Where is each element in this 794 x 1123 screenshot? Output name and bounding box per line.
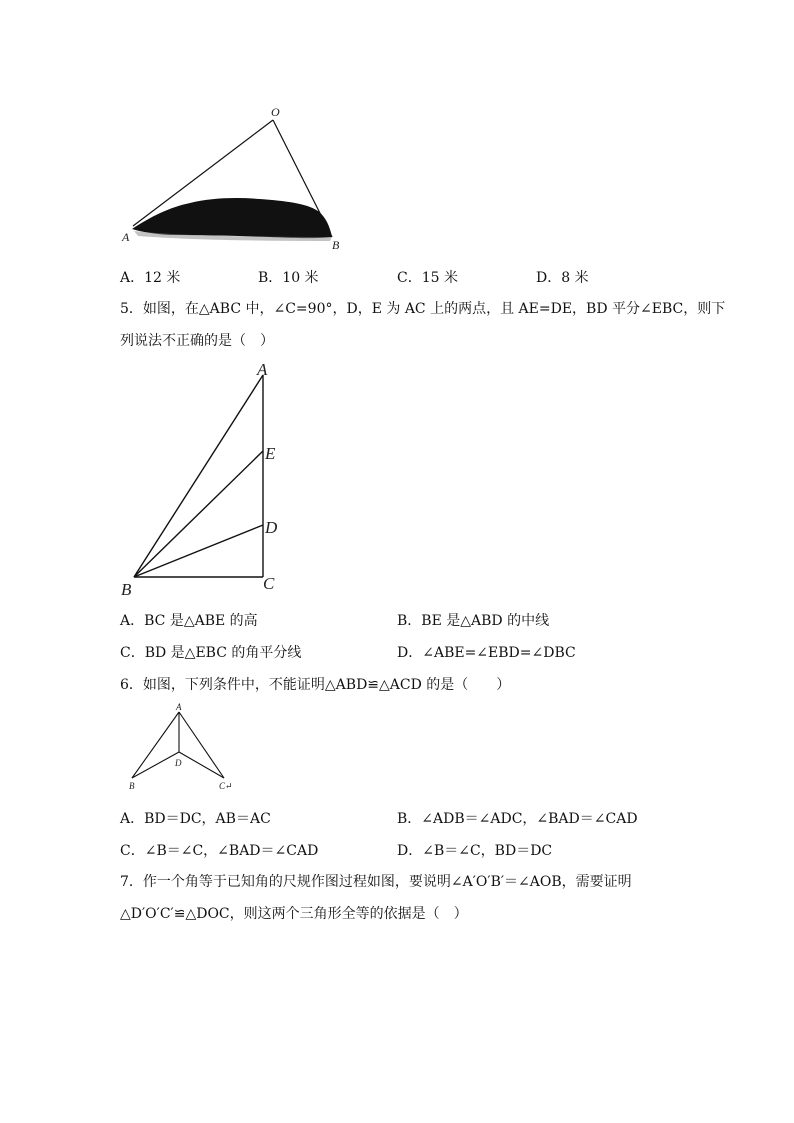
q6-line-ab: [132, 712, 179, 778]
q6-option-d: D．∠B＝∠C，BD＝DC: [397, 843, 553, 859]
q7-stem-line1: 7．作一个角等于已知角的尺规作图过程如图，要说明∠A′O′B′＝∠AOB，需要证明: [120, 874, 632, 890]
q6-line-cd: [179, 752, 224, 778]
q5-option-b: B．BE 是△ABD 的中线: [397, 613, 550, 629]
q5-option-a: A．BC 是△ABE 的高: [120, 613, 258, 629]
q5-line-be: [134, 451, 263, 577]
q7-stem-line2: △D′O′C′≌△DOC，则这两个三角形全等的依据是（ ）: [120, 906, 468, 922]
q6-stem: 6．如图，下列条件中，不能证明△ABD≌△ACD 的是（ ）: [120, 677, 511, 693]
q5-label-b: B: [121, 580, 132, 599]
q6-line-bd: [132, 752, 179, 778]
q6-figure: [120, 700, 240, 795]
q4-label-o: O: [271, 105, 280, 119]
q6-label-d: D: [175, 758, 182, 768]
q5-option-d: D．∠ABE=∠EBD=∠DBC: [397, 645, 576, 661]
q5-label-a: A: [257, 360, 268, 379]
q6-option-a: A．BD＝DC，AB＝AC: [120, 811, 271, 827]
q5-label-e: E: [265, 444, 276, 463]
q4-option-c: C．15 米: [397, 270, 458, 286]
q5-option-c: C．BD 是△EBC 的角平分线: [120, 645, 302, 661]
q6-label-b: B: [129, 781, 135, 791]
q5-stem-line2: 列说法不正确的是（ ）: [120, 333, 274, 349]
q5-label-d: D: [265, 518, 278, 537]
q6-line-ac: [179, 712, 224, 778]
q5-line-bd: [134, 525, 263, 577]
q4-option-a: A．12 米: [120, 270, 181, 286]
q4-figure: [110, 95, 360, 260]
q6-option-b: B．∠ADB＝∠ADC，∠BAD＝∠CAD: [397, 811, 638, 827]
q5-figure: [110, 355, 310, 600]
q4-label-b: B: [332, 238, 340, 252]
q5-label-c: C: [263, 574, 275, 593]
q4-option-d: D．8 米: [536, 270, 589, 286]
q4-option-b: B．10 米: [258, 270, 319, 286]
q6-option-c: C．∠B＝∠C，∠BAD＝∠CAD: [120, 843, 319, 859]
q5-line-ba: [134, 375, 263, 577]
q5-stem-line1: 5．如图，在△ABC 中，∠C=90°，D，E 为 AC 上的两点，且 AE=DE，BD 平分∠EBC，则下: [120, 301, 726, 317]
q4-label-a: A: [122, 230, 130, 244]
q6-label-a: A: [176, 702, 182, 712]
q6-label-c: C↵: [219, 781, 233, 791]
